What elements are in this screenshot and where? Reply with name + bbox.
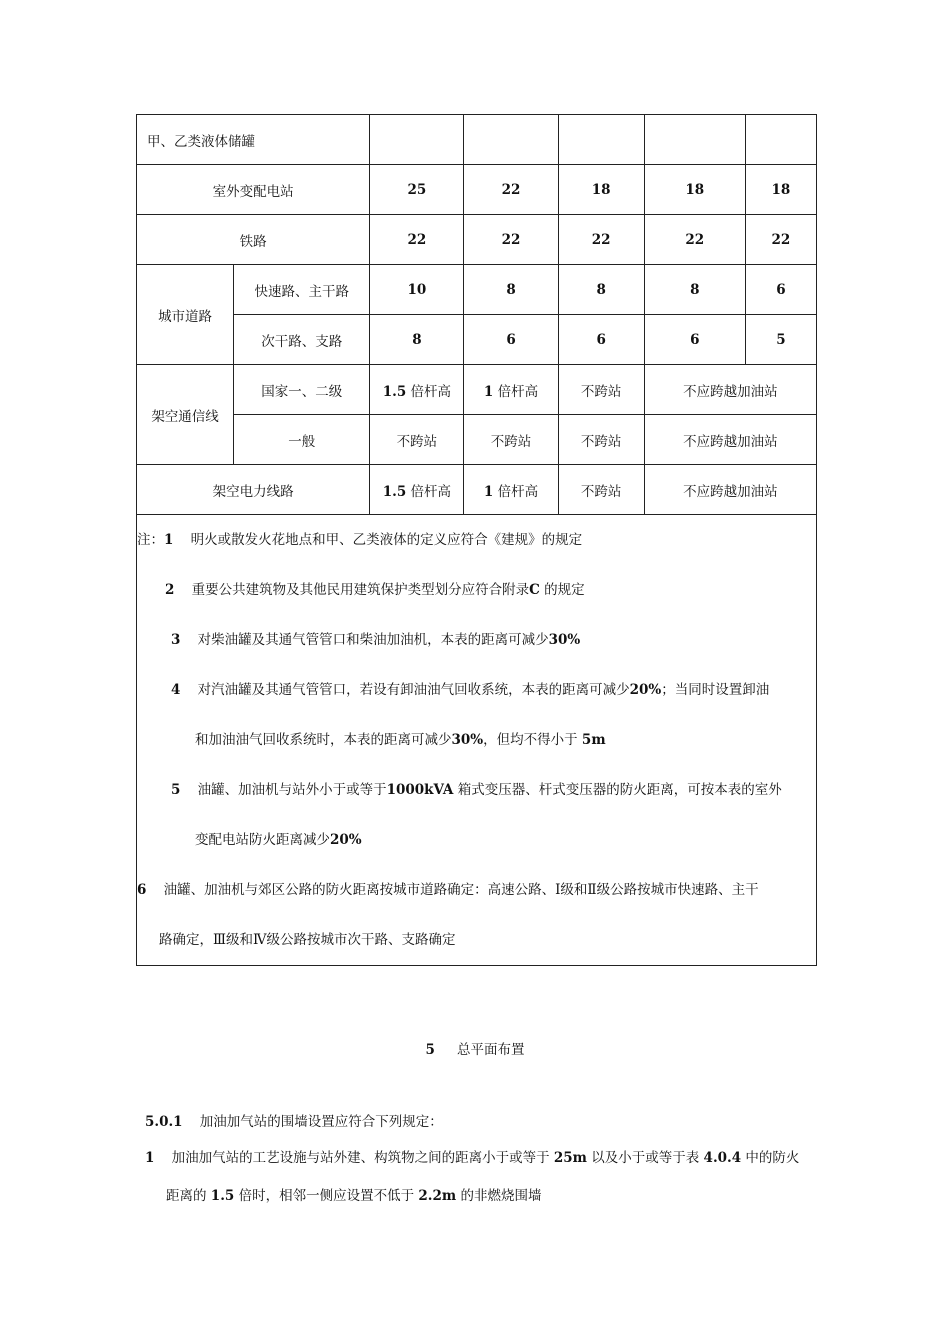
note-prefix: 注： xyxy=(137,532,164,548)
note-text: 明火或散发火花地点和甲、乙类液体的定义应符合《建规》的规定 xyxy=(190,532,583,548)
note-text: 对汽油罐及其通气管管口，若设有卸油油气回收系统，本表的距离可减少 xyxy=(197,682,630,698)
note-text: C xyxy=(529,582,540,598)
note-6-cont xyxy=(137,915,816,965)
table-cell: 22 xyxy=(745,215,816,265)
clause-text: 加油加气站的围墙设置应符合下列规定： xyxy=(199,1114,443,1130)
clause-heading xyxy=(145,1110,825,1130)
table-cell: 6 xyxy=(558,315,644,365)
table-cell: 18 xyxy=(644,165,745,215)
cell-unit: 倍杆高 xyxy=(493,383,539,400)
note-text: ；当同时设置卸油 xyxy=(661,682,770,698)
table-cell: 22 xyxy=(464,165,558,215)
note-text: 箱式变压器、杆式变压器的防火距离，可按本表的室外 xyxy=(453,782,782,798)
item-text: 加油加气站的工艺设施与站外建、构筑物之间的距离小于或等于 xyxy=(171,1150,554,1166)
table-cell: 6 xyxy=(464,315,558,365)
cell-unit: 倍杆高 xyxy=(406,383,452,400)
table-cell: 不跨站 xyxy=(558,415,644,465)
clause-number: 5.0.1 xyxy=(145,1114,183,1130)
note-text: 30% xyxy=(451,732,484,748)
row-label: 铁路 xyxy=(137,215,370,265)
table-cell: 10 xyxy=(370,265,464,315)
table-cell: 5 xyxy=(745,315,816,365)
table-cell: 8 xyxy=(558,265,644,315)
table-cell xyxy=(745,115,816,165)
note-number: 1 xyxy=(164,532,174,548)
table-cell: 18 xyxy=(745,165,816,215)
item-number: 1 xyxy=(145,1150,155,1166)
note-text: 的规定 xyxy=(539,582,585,598)
fire-distance-table xyxy=(136,114,817,966)
table-cell: 不跨站 xyxy=(558,465,644,515)
note-text: 油罐、加油机与郊区公路的防火距离按城市道路确定：高速公路、Ⅰ级和Ⅱ级公路按城市快速路、主干 xyxy=(163,882,759,898)
item-text: 以及小于或等于表 xyxy=(586,1150,704,1166)
note-text: 30% xyxy=(548,632,581,648)
table-cell: 8 xyxy=(370,315,464,365)
table-row xyxy=(137,265,817,315)
table-cell: 22 xyxy=(464,215,558,265)
note-number: 4 xyxy=(171,682,181,698)
table-cell xyxy=(464,365,558,415)
table-cell xyxy=(644,115,745,165)
table-cell: 不跨站 xyxy=(464,415,558,465)
note-5-cont xyxy=(137,815,816,865)
table-cell: 22 xyxy=(558,215,644,265)
cell-number: 1 xyxy=(483,383,494,400)
item-text: 中的防火 xyxy=(741,1150,800,1166)
note-5 xyxy=(137,765,816,815)
group-label: 城市道路 xyxy=(137,265,234,365)
note-text: ，但均不得小于 xyxy=(483,732,582,748)
table-row xyxy=(137,165,817,215)
table-row xyxy=(137,115,817,165)
table-cell xyxy=(370,115,464,165)
table-cell: 不应跨越加油站 xyxy=(644,365,816,415)
table-row xyxy=(137,465,817,515)
note-2 xyxy=(137,565,816,615)
item-text: 1.5 xyxy=(210,1188,235,1204)
table-cell: 不跨站 xyxy=(558,365,644,415)
group-label: 架空通信线 xyxy=(137,365,234,465)
row-label: 一般 xyxy=(234,415,370,465)
section-number: 5 xyxy=(425,1042,435,1058)
item-text: 的非燃烧围墙 xyxy=(456,1188,542,1204)
row-label: 甲、乙类液体储罐 xyxy=(137,115,370,165)
table-cell xyxy=(370,365,464,415)
row-label: 次干路、支路 xyxy=(234,315,370,365)
cell-number: 1.5 xyxy=(382,483,407,500)
cell-unit: 倍杆高 xyxy=(493,483,539,500)
item-text: 距离的 xyxy=(166,1188,211,1204)
row-label: 国家一、二级 xyxy=(234,365,370,415)
row-label: 快速路、主干路 xyxy=(234,265,370,315)
note-3 xyxy=(137,615,816,665)
note-number: 5 xyxy=(171,782,181,798)
row-label: 室外变配电站 xyxy=(137,165,370,215)
table-cell xyxy=(464,465,558,515)
row-label: 架空电力线路 xyxy=(137,465,370,515)
cell-number: 1 xyxy=(483,483,494,500)
note-1 xyxy=(137,515,816,565)
item-text: 2.2m xyxy=(418,1188,457,1204)
note-number: 6 xyxy=(137,882,147,898)
table-cell: 22 xyxy=(644,215,745,265)
note-6 xyxy=(137,865,816,915)
table-cell: 25 xyxy=(370,165,464,215)
note-text: 变配电站防火距离减少 xyxy=(195,832,330,848)
table-row xyxy=(137,315,817,365)
table-cell: 6 xyxy=(644,315,745,365)
table-row xyxy=(137,365,817,415)
note-4 xyxy=(137,665,816,715)
note-text: 20% xyxy=(629,682,662,698)
note-text: 重要公共建筑物及其他民用建筑保护类型划分应符合附录 xyxy=(191,582,530,598)
note-text: 路确定，Ⅲ级和Ⅳ级公路按城市次干路、支路确定 xyxy=(159,932,456,948)
table-cell: 8 xyxy=(644,265,745,315)
table-cell xyxy=(370,465,464,515)
table-cell: 6 xyxy=(745,265,816,315)
table-row xyxy=(137,215,817,265)
note-text: 5m xyxy=(581,732,606,748)
item-1 xyxy=(145,1146,825,1166)
item-text: 25m xyxy=(553,1150,587,1166)
section-heading xyxy=(0,1038,950,1058)
note-number: 3 xyxy=(171,632,181,648)
table-cell: 不应跨越加油站 xyxy=(644,465,816,515)
table-cell: 22 xyxy=(370,215,464,265)
table-row xyxy=(137,415,817,465)
table-cell: 8 xyxy=(464,265,558,315)
cell-unit: 倍杆高 xyxy=(406,483,452,500)
note-number: 2 xyxy=(165,582,175,598)
table-cell xyxy=(464,115,558,165)
note-text: 1000kVA xyxy=(386,782,454,798)
cell-number: 1.5 xyxy=(382,383,407,400)
note-4-cont xyxy=(137,715,816,765)
table-notes-row xyxy=(137,515,817,966)
note-text: 油罐、加油机与站外小于或等于 xyxy=(197,782,387,798)
item-text: 4.0.4 xyxy=(703,1150,742,1166)
note-text: 和加油油气回收系统时，本表的距离可减少 xyxy=(195,732,452,748)
note-text: 对柴油罐及其通气管管口和柴油加油机，本表的距离可减少 xyxy=(197,632,549,648)
table-cell: 不跨站 xyxy=(370,415,464,465)
table-notes xyxy=(137,515,817,966)
item-1-cont xyxy=(166,1184,846,1204)
section-title: 总平面布置 xyxy=(456,1042,525,1058)
table-cell: 18 xyxy=(558,165,644,215)
note-text: 20% xyxy=(330,832,362,848)
item-text: 倍时，相邻一侧应设置不低于 xyxy=(234,1188,419,1204)
table-cell: 不应跨越加油站 xyxy=(644,415,816,465)
table-cell xyxy=(558,115,644,165)
